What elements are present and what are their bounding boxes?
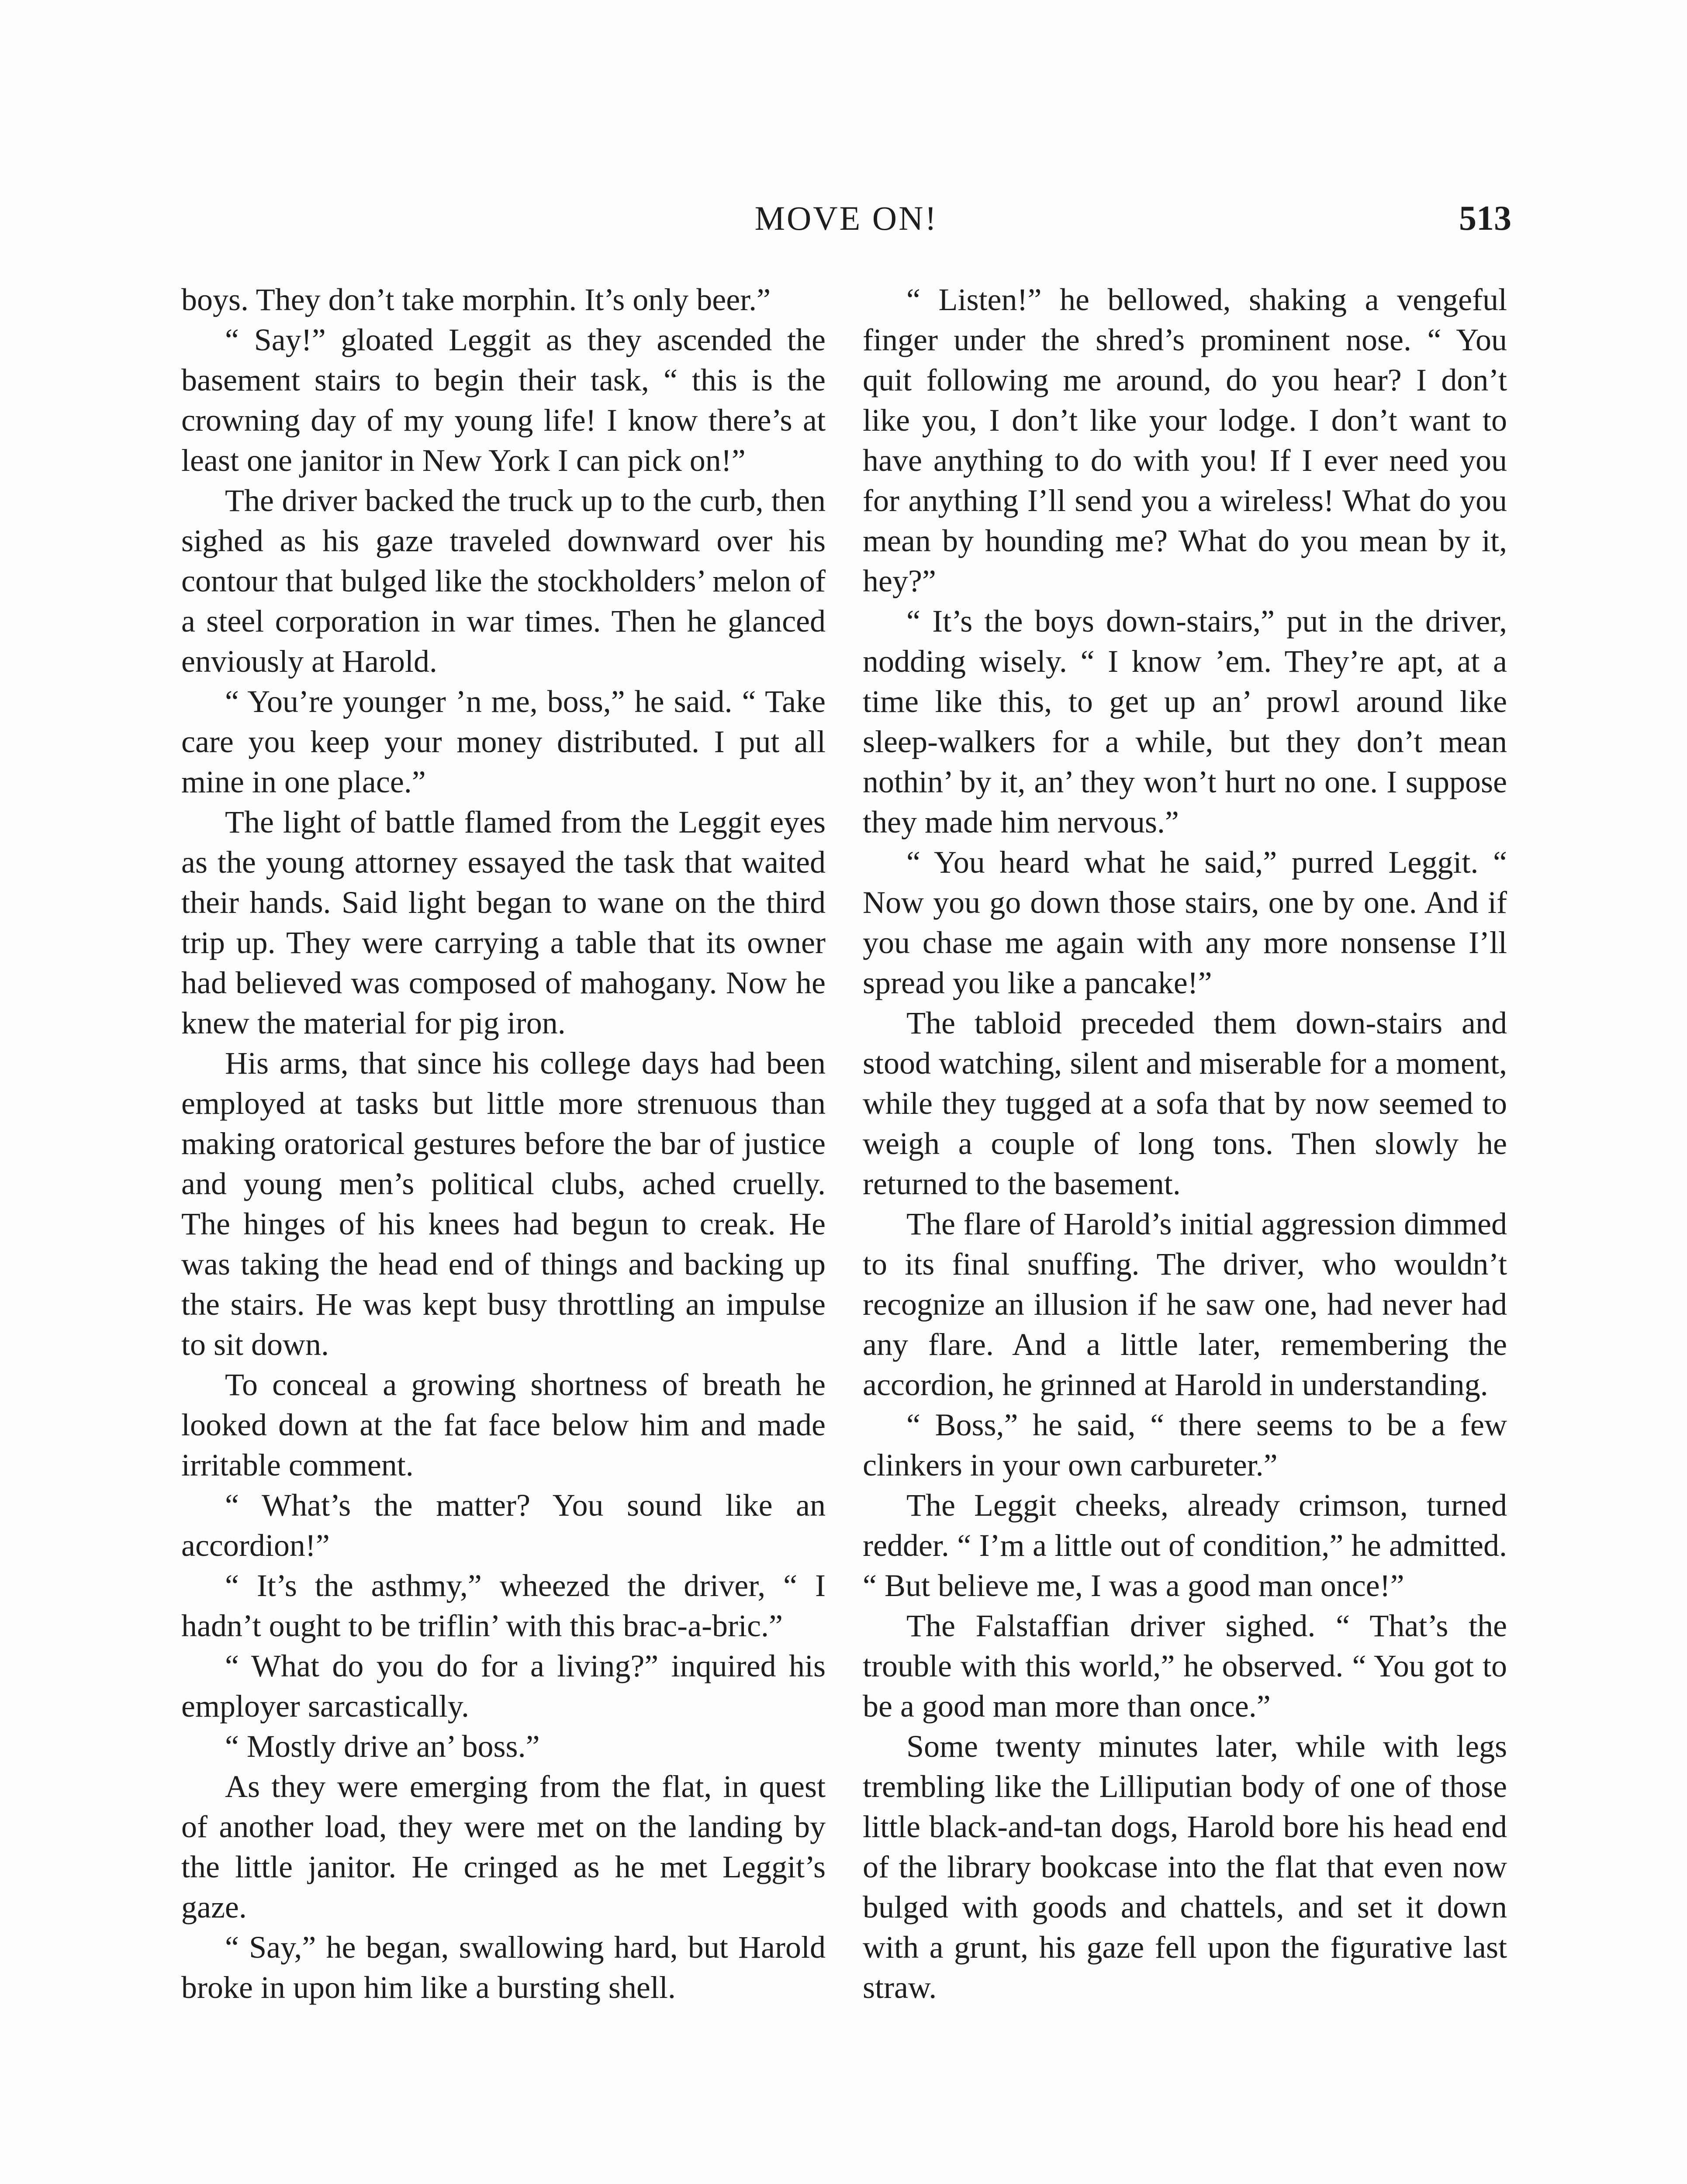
- paragraph: As they were emerging from the flat, in quest of another load, they were met on the landing by the little janitor. He cringed as he met Leggit’s gaze.: [181, 1769, 826, 1925]
- paragraph: The driver backed the truck up to the curb, then sighed as his gaze traveled downward over his contour that bulged like the stockholders’ melon of a steel corporation in war times. Then he glanced enviously at Harold.: [181, 483, 826, 679]
- running-title: MOVE ON!: [754, 199, 938, 237]
- paragraph: “ It’s the boys down-stairs,” put in the driver, nodding wisely. “ I know ’em. They’re apt, at a time like this, to get up an’ prowl around like sleep-walkers for a while, but they don’t mean nothin’ by it, an’ they won’t hurt no one. I suppose they made him nervous.”: [863, 604, 1507, 840]
- text-column-right: [863, 280, 1507, 2008]
- paragraph: To conceal a growing shortness of breath he looked down at the fat face below him and made irritable comment.: [181, 1367, 826, 1482]
- paragraph: The tabloid preceded them down-stairs and stood watching, silent and miserable for a moment, while they tugged at a sofa that by now seemed to weigh a couple of long tons. Then slowly he returned to the basement.: [863, 1006, 1507, 1201]
- page-number: 513: [1459, 199, 1511, 238]
- paragraph: “ You’re younger ’n me, boss,” he said. “ Take care you keep your money distributed. I put all mine in one place.”: [181, 684, 826, 799]
- paragraph: boys. They don’t take morphin. It’s only beer.”: [181, 282, 771, 317]
- paragraph: “ Listen!” he bellowed, shaking a vengeful finger under the shred’s prominent nose. “ You quit following me around, do you hear? I don’t like you, I don’t like your lodge. I don’t want to have anything to do with you! If I ever need you for anything I’ll send you a wireless! What do you mean by hounding me? What do you mean by it, hey?”: [863, 282, 1507, 598]
- paragraph: “ Say,” he began, swallowing hard, but Harold broke in upon him like a bursting shell.: [181, 1930, 826, 2005]
- paragraph: His arms, that since his college days had been employed at tasks but little more strenuous than making oratorical gestures before the bar of justice and young men’s political clubs, ached cruelly. The hinges of his knees had begun to creak. He was taking the head end of things and backing up the stairs. He was kept busy throttling an impulse to sit down.: [181, 1046, 826, 1362]
- paragraph: “ You heard what he said,” purred Leggit. “ Now you go down those stairs, one by one. And if you chase me again with any more nonsense I’ll spread you like a pancake!”: [863, 845, 1507, 1000]
- paragraph: The Falstaffian driver sighed. “ That’s the trouble with this world,” he observed. “ You got to be a good man more than once.”: [863, 1608, 1507, 1724]
- paragraph: The light of battle flamed from the Leggit eyes as the young attorney essayed the task that waited their hands. Said light began to wane on the third trip up. They were carrying a table that its owner had believed was composed of mahogany. Now he knew the material for pig iron.: [181, 805, 826, 1040]
- text-column-left: [181, 280, 826, 2008]
- paragraph: “ What do you do for a living?” inquired his employer sarcastically.: [181, 1648, 826, 1724]
- paragraph: The flare of Harold’s initial aggression dimmed to its final snuffing. The driver, who wouldn’t recognize an illusion if he saw one, had never had any flare. And a little later, remembering the accordion, he grinned at Harold in understanding.: [863, 1206, 1507, 1402]
- page-header: [181, 194, 1511, 242]
- paragraph: “ Mostly drive an’ boss.”: [225, 1729, 540, 1764]
- paragraph: “ Say!” gloated Leggit as they ascended the basement stairs to begin their task, “ this is the crowning day of my young life! I know there’s at least one janitor in New York I can pick on!”: [181, 322, 826, 478]
- paragraph: “ Boss,” he said, “ there seems to be a few clinkers in your own carbureter.”: [863, 1407, 1507, 1482]
- paragraph: Some twenty minutes later, while with legs trembling like the Lilliputian body of one of those little black-and-tan dogs, Harold bore his head end of the library bookcase into the flat that even now bulged with goods and chattels, and set it down with a grunt, his gaze fell upon the figurative last straw.: [863, 1729, 1507, 2005]
- paragraph: The Leggit cheeks, already crimson, turned redder. “ I’m a little out of condition,” he admitted. “ But believe me, I was a good man once!”: [863, 1488, 1507, 1603]
- paragraph: “ It’s the asthmy,” wheezed the driver, “ I hadn’t ought to be triflin’ with this brac-a-bric.”: [181, 1568, 826, 1643]
- paragraph: “ What’s the matter? You sound like an accordion!”: [181, 1488, 826, 1563]
